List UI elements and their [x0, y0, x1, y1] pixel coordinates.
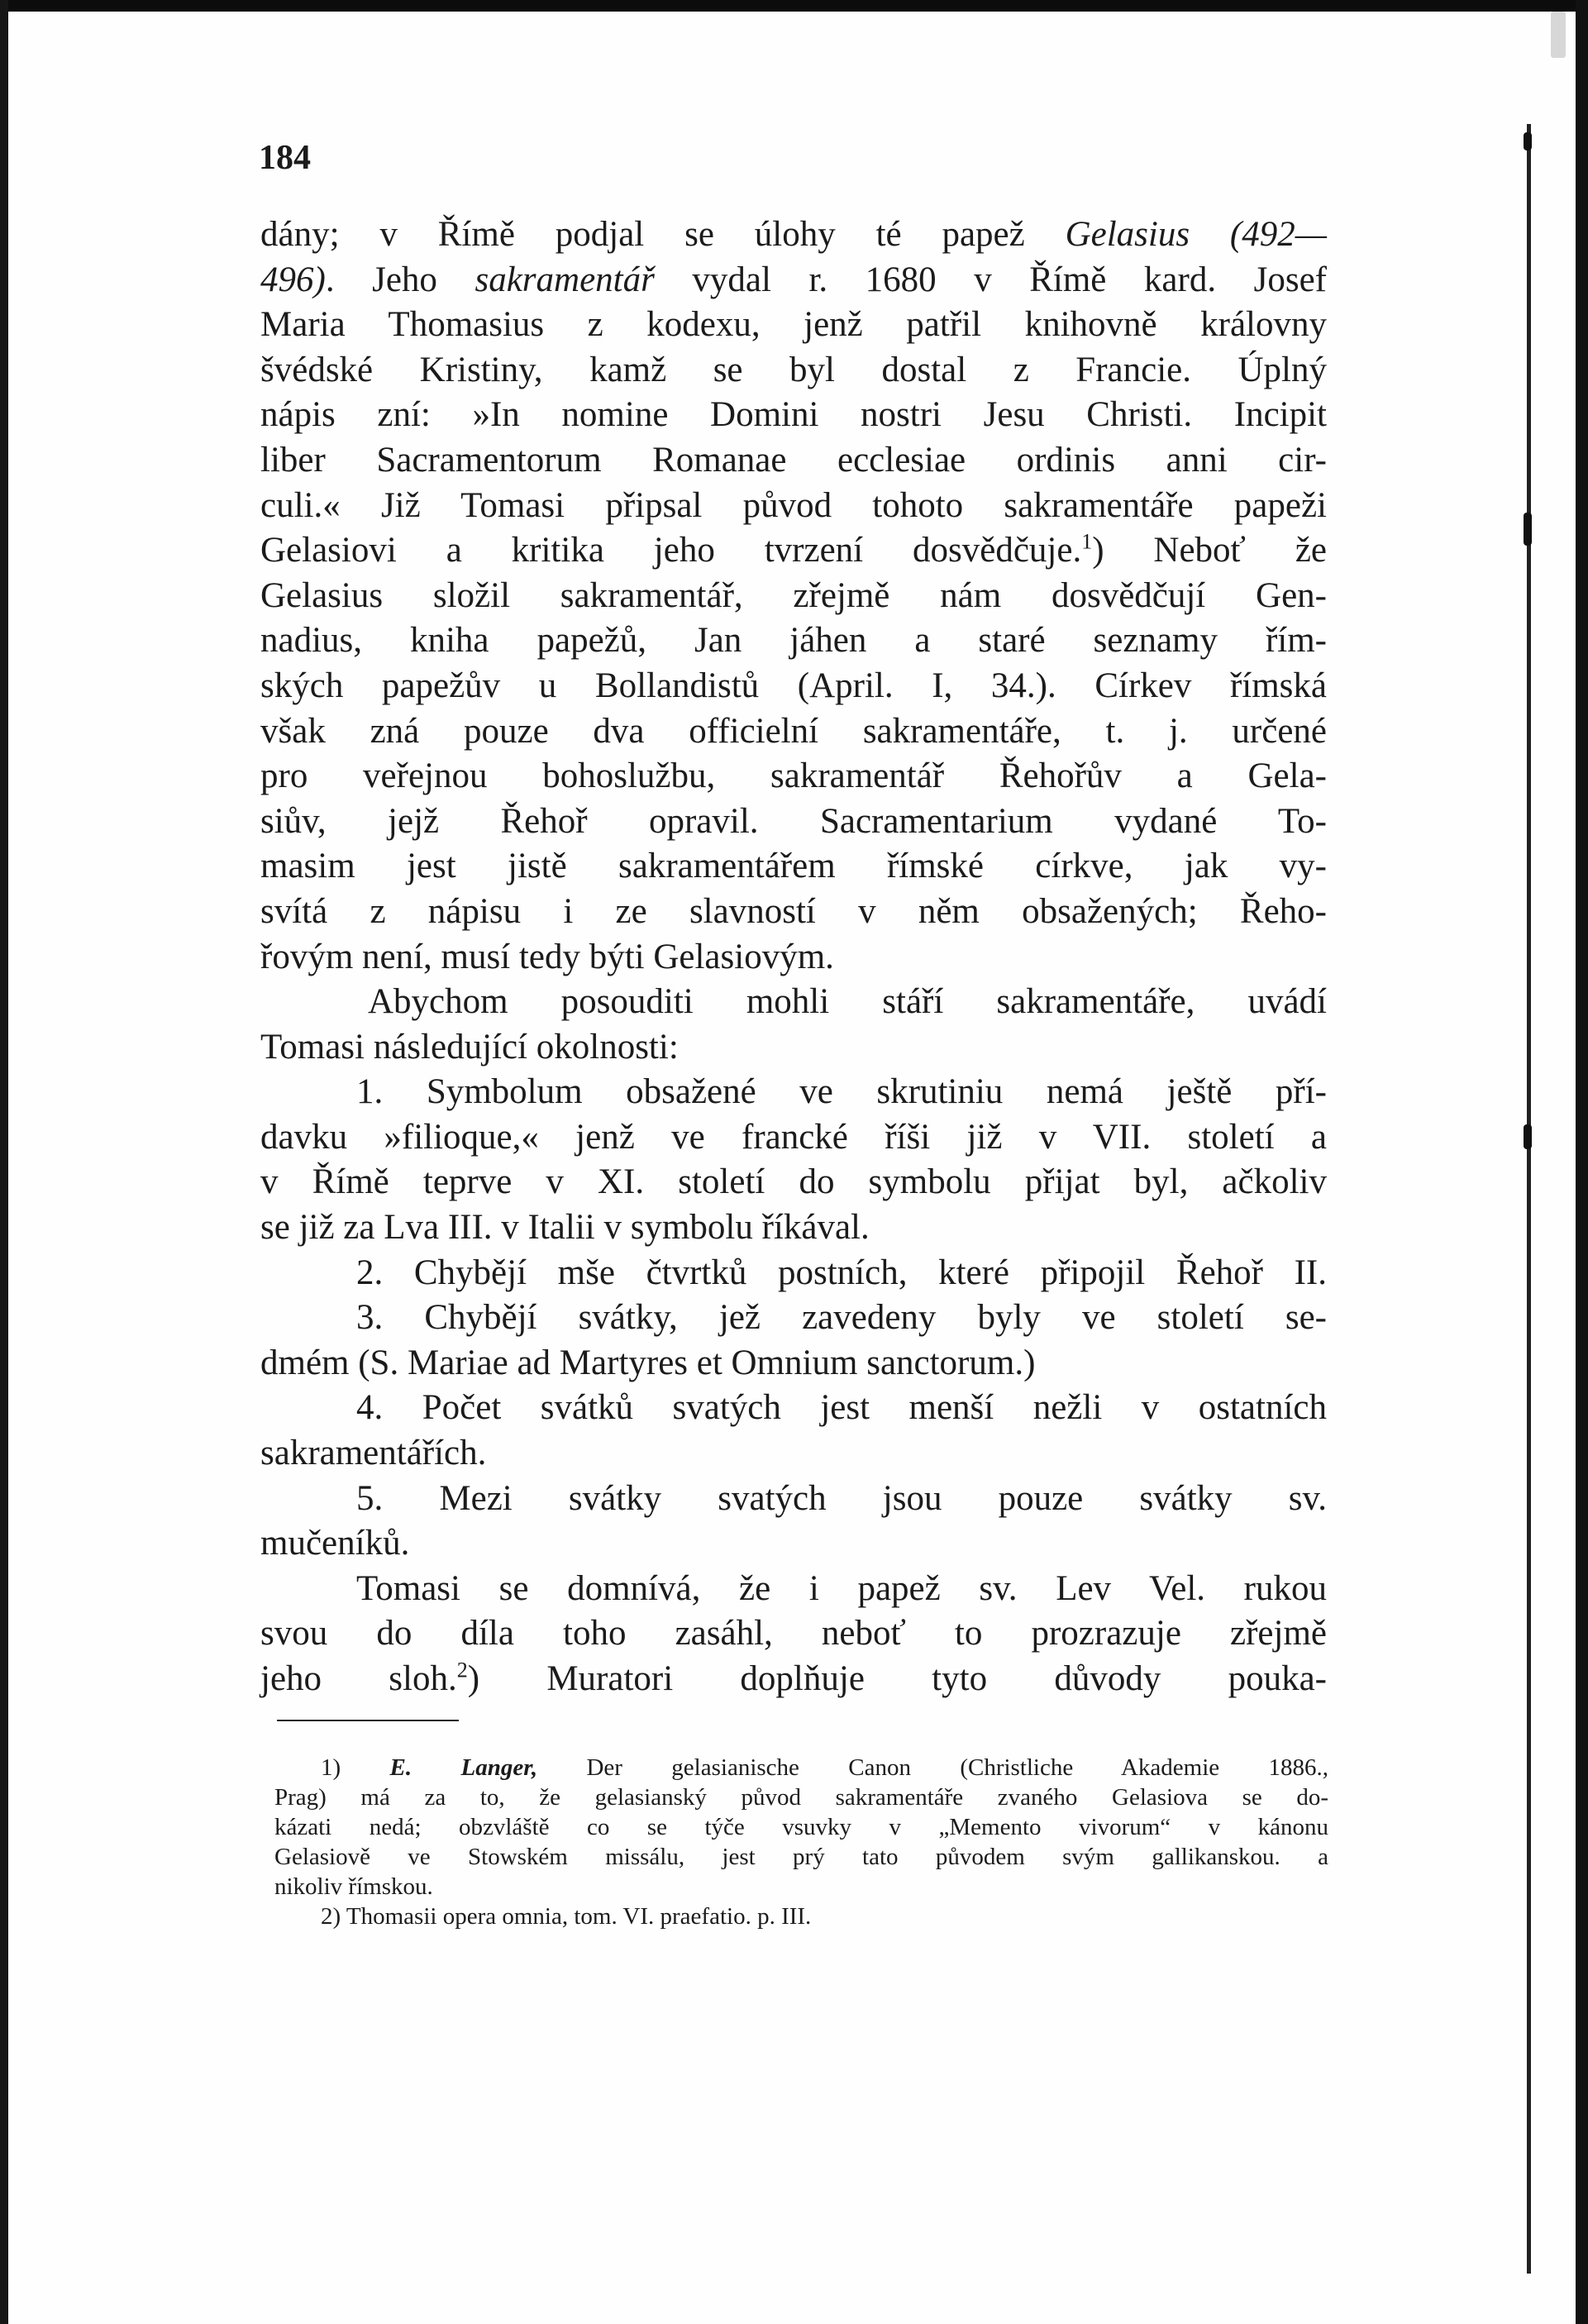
text-line: dány; v Římě podjal se úlohy té papež Gelasius (492—: [260, 215, 1327, 254]
text-line: jeho sloh.$^2$) Muratori doplňuje tyto důvody pouka-: [260, 1658, 1327, 1698]
footnote-author: E. Langer,: [389, 1754, 538, 1781]
page-number: 184: [259, 139, 311, 177]
scan-corner-mark: [1551, 12, 1566, 58]
binding-gutter-line: [1527, 124, 1531, 2274]
footnote-line: nikoliv římskou.: [274, 1873, 433, 1900]
footnotes: [274, 1753, 1328, 1931]
text-line: Gelasiovi a kritika jeho tvrzení dosvědčuje.$^1$) Neboť že: [260, 529, 1327, 570]
text-line: davku »filioque,« jenž ve francké říši již v VII. století a: [260, 1117, 1327, 1157]
text-line: Abychom posouditi mohli stáří sakramentáře, uvádí: [368, 982, 1327, 1022]
text-line: Tomasi se domnívá, že i papež sv. Lev Vel. rukou: [356, 1568, 1327, 1608]
text-line: ských papežův u Bollandistů (April. I, 34.). Církev římská: [260, 666, 1327, 705]
footnote-line: kázati nedá; obzvláště co se týče vsuvky v „Memento vivorum“ v kánonu: [274, 1814, 1328, 1840]
text-line: svítá z nápisu i ze slavností v něm obsažených; Řeho-: [260, 891, 1327, 931]
footnote-line: Gelasiově ve Stowském missálu, jest prý tato původem svým gallikanskou. a: [274, 1844, 1328, 1870]
scan-border-right: [1576, 0, 1588, 2324]
list-item-1: 1. Symbolum obsažené ve skrutiniu nemá ještě pří-: [356, 1072, 1327, 1112]
list-item-2: 2. Chybějí mše čtvrtků postních, které připojil Řehoř II.: [356, 1253, 1327, 1292]
text-line: mučeníků.: [260, 1524, 410, 1563]
text-line: svou do díla toho zasáhl, neboť to prozrazuje zřejmě: [260, 1614, 1327, 1654]
text-line: nadius, kniha papežů, Jan jáhen a staré seznamy řím-: [260, 621, 1327, 661]
text-line: pro veřejnou bohoslužbu, sakramentář Řehořův a Gela-: [260, 756, 1327, 796]
text-line: 496). Jeho sakramentář vydal r. 1680 v Římě kard. Josef: [260, 260, 1327, 299]
footnote-line: Prag) má za to, že gelasianský původ sakramentáře zvaného Gelasiova se do-: [274, 1784, 1328, 1811]
list-item-4: 4. Počet svátků svatých jest menší nežli v ostatních: [356, 1388, 1327, 1428]
text-line: Tomasi následující okolnosti:: [260, 1027, 679, 1067]
text-line: se již za Lva III. v Italii v symbolu říkával.: [260, 1208, 870, 1248]
text-line: Maria Thomasius z kodexu, jenž patřil knihovně královny: [260, 305, 1327, 345]
text-line: culi.« Již Tomasi připsal původ tohoto sakramentáře papeži: [260, 485, 1327, 525]
gutter-mark: [1524, 513, 1532, 546]
footnote-marker: 2): [321, 1903, 341, 1930]
body-text: [260, 212, 1327, 1702]
footnote-separator: [277, 1720, 459, 1721]
text-line: nápis zní: »In nomine Domini nostri Jesu Christi. Incipit: [260, 395, 1327, 435]
text-line: sakramentářích.: [260, 1434, 487, 1473]
list-item-3: 3. Chybějí svátky, jež zavedeny byly ve století se-: [356, 1298, 1327, 1338]
text-line: řovým není, musí tedy býti Gelasiovým.: [260, 937, 834, 976]
text-line: Gelasius složil sakramentář, zřejmě nám dosvědčují Gen-: [260, 575, 1327, 615]
text-line: však zná pouze dva officielní sakramentáře, t. j. určené: [260, 711, 1327, 751]
footnote-ref-1: 1: [1081, 529, 1093, 554]
text-line: dmém (S. Mariae ad Martyres et Omnium sanctorum.): [260, 1343, 1036, 1382]
list-item-5: 5. Mezi svátky svatých jsou pouze svátky sv.: [356, 1478, 1327, 1518]
text-line: švédské Kristiny, kamž se byl dostal z Francie. Úplný: [260, 350, 1327, 389]
text-line: masim jest jistě sakramentářem římské církve, jak vy-: [260, 847, 1327, 886]
gutter-mark: [1524, 132, 1532, 150]
scan-border-left: [0, 0, 8, 2324]
text-line: v Římě teprve v XI. století do symbolu přijat byl, ačkoliv: [260, 1162, 1327, 1202]
footnote-1: 1) E. Langer, Der gelasianische Canon (Christliche Akademie 1886.,: [321, 1754, 1329, 1781]
text-line: liber Sacramentorum Romanae ecclesiae ordinis anni cir-: [260, 440, 1327, 480]
footnote-marker: 1): [321, 1754, 341, 1781]
gutter-mark: [1524, 1124, 1532, 1149]
footnote-2: 2) Thomasii opera omnia, tom. VI. praefatio. p. III.: [321, 1903, 812, 1930]
footnote-ref-2: 2: [456, 1658, 468, 1682]
scan-border-top: [0, 0, 1588, 12]
text-line: siův, jejž Řehoř opravil. Sacramentarium vydané To-: [260, 801, 1327, 841]
